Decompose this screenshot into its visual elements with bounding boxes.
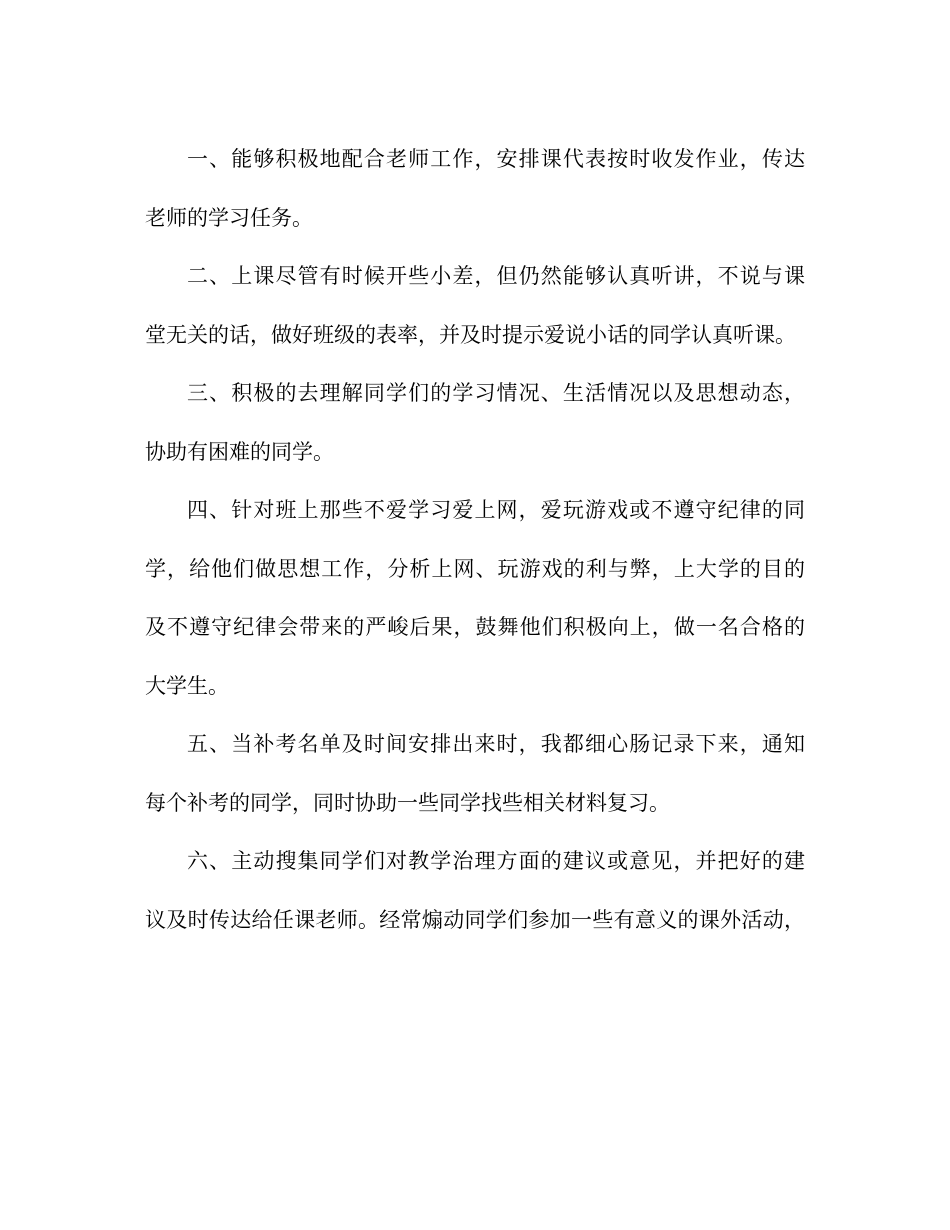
paragraph-line: 三、积极的去理解同学们的学习情况、生活情况以及思想动态， xyxy=(187,381,805,405)
paragraph-line: 及不遵守纪律会带来的严峻后果，鼓舞他们积极向上，做一名合格的 xyxy=(145,615,805,639)
paragraph-item-4 xyxy=(145,490,805,724)
paragraph-item-2 xyxy=(145,256,805,373)
paragraph-line: 大学生。 xyxy=(145,673,229,698)
paragraph-line: 六、主动搜集同学们对教学治理方面的建议或意见，并把好的建 xyxy=(187,849,805,873)
paragraph-line: 五、当补考名单及时间安排出来时，我都细心肠记录下来，通知 xyxy=(187,732,805,756)
paragraph-line: 学，给他们做思想工作，分析上网、玩游戏的利与弊，上大学的目的 xyxy=(145,556,805,581)
paragraph-line: 一、能够积极地配合老师工作，安排课代表按时收发作业，传达 xyxy=(187,147,805,171)
paragraph-line: 协助有困难的同学。 xyxy=(145,439,334,464)
paragraph-line: 每个补考的同学，同时协助一些同学找些相关材料复习。 xyxy=(145,790,670,815)
document-body xyxy=(145,139,805,958)
paragraph-item-1 xyxy=(145,139,805,256)
paragraph-line: 堂无关的话，做好班级的表率，并及时提示爱说小话的同学认真听课。 xyxy=(145,322,796,347)
paragraph-item-6 xyxy=(145,841,805,958)
paragraph-line: 二、上课尽管有时候开些小差，但仍然能够认真听讲，不说与课 xyxy=(187,264,805,288)
paragraph-line: 议及时传达给任课老师。经常煽动同学们参加一些有意义的课外活动， xyxy=(145,907,805,932)
paragraph-item-3 xyxy=(145,373,805,490)
paragraph-line: 四、针对班上那些不爱学习爱上网，爱玩游戏或不遵守纪律的同 xyxy=(187,498,805,522)
paragraph-line: 老师的学习任务。 xyxy=(145,205,313,230)
paragraph-item-5 xyxy=(145,724,805,841)
